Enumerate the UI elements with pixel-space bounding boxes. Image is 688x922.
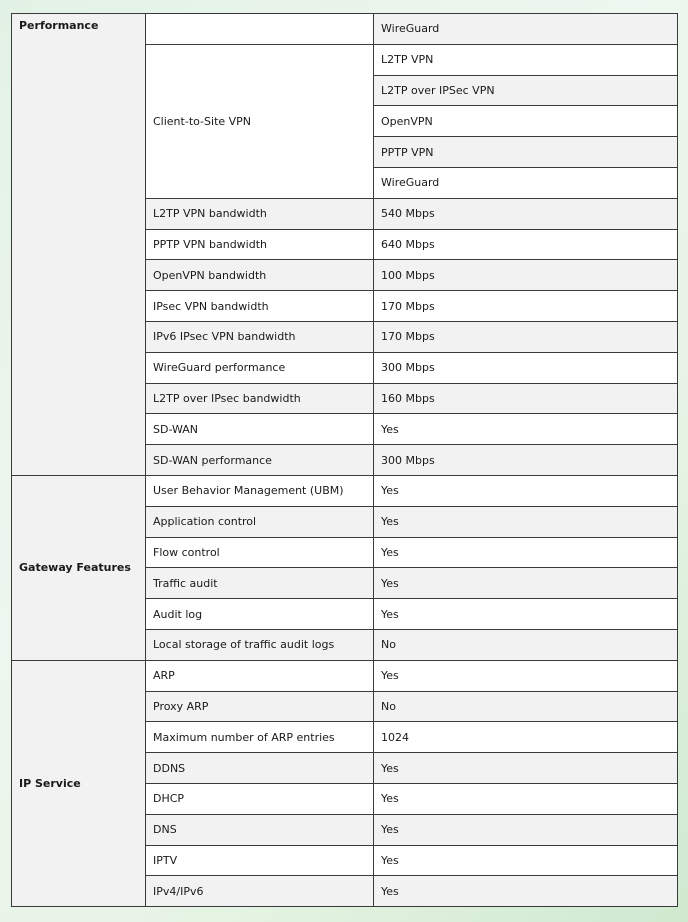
value-cell: 170 Mbps bbox=[374, 291, 678, 322]
feature-cell: Proxy ARP bbox=[146, 691, 374, 722]
value-cell: 160 Mbps bbox=[374, 383, 678, 414]
value-cell: Yes bbox=[374, 414, 678, 445]
feature-cell: Audit log bbox=[146, 599, 374, 630]
value-cell: 170 Mbps bbox=[374, 321, 678, 352]
feature-cell: Traffic audit bbox=[146, 568, 374, 599]
feature-cell: IPTV bbox=[146, 845, 374, 876]
value-cell: Yes bbox=[374, 814, 678, 845]
value-cell: Yes bbox=[374, 783, 678, 814]
feature-cell: L2TP VPN bandwidth bbox=[146, 198, 374, 229]
feature-cell: SD-WAN bbox=[146, 414, 374, 445]
feature-cell: DNS bbox=[146, 814, 374, 845]
value-cell: No bbox=[374, 629, 678, 660]
feature-cell: L2TP over IPsec bandwidth bbox=[146, 383, 374, 414]
value-cell: L2TP VPN bbox=[374, 44, 678, 75]
value-cell: Yes bbox=[374, 506, 678, 537]
section-title-gateway-features: Gateway Features bbox=[12, 475, 146, 660]
feature-cell-client-to-site-vpn: Client-to-Site VPN bbox=[146, 44, 374, 198]
spec-table-container bbox=[11, 13, 677, 907]
section-title-performance: Performance bbox=[12, 14, 146, 476]
feature-cell: Flow control bbox=[146, 537, 374, 568]
value-cell: Yes bbox=[374, 845, 678, 876]
spec-table bbox=[11, 13, 678, 907]
value-cell: 640 Mbps bbox=[374, 229, 678, 260]
value-cell: 1024 bbox=[374, 722, 678, 753]
feature-cell bbox=[146, 14, 374, 45]
value-cell: 540 Mbps bbox=[374, 198, 678, 229]
value-cell: Yes bbox=[374, 660, 678, 691]
feature-cell: DDNS bbox=[146, 753, 374, 784]
feature-cell: Application control bbox=[146, 506, 374, 537]
feature-cell: IPv6 IPsec VPN bandwidth bbox=[146, 321, 374, 352]
value-cell: Yes bbox=[374, 599, 678, 630]
feature-cell: SD-WAN performance bbox=[146, 445, 374, 476]
feature-cell: PPTP VPN bandwidth bbox=[146, 229, 374, 260]
value-cell: Yes bbox=[374, 475, 678, 506]
feature-cell: IPsec VPN bandwidth bbox=[146, 291, 374, 322]
value-cell: Yes bbox=[374, 537, 678, 568]
section-title-ip-service: IP Service bbox=[12, 660, 146, 906]
value-cell: 100 Mbps bbox=[374, 260, 678, 291]
value-cell: OpenVPN bbox=[374, 106, 678, 137]
feature-cell: OpenVPN bandwidth bbox=[146, 260, 374, 291]
value-cell: No bbox=[374, 691, 678, 722]
value-cell: PPTP VPN bbox=[374, 137, 678, 168]
value-cell: WireGuard bbox=[374, 167, 678, 198]
value-cell: Yes bbox=[374, 876, 678, 907]
feature-cell: User Behavior Management (UBM) bbox=[146, 475, 374, 506]
feature-cell: DHCP bbox=[146, 783, 374, 814]
value-cell: 300 Mbps bbox=[374, 352, 678, 383]
value-cell: 300 Mbps bbox=[374, 445, 678, 476]
value-cell: WireGuard bbox=[374, 14, 678, 45]
table-row bbox=[12, 14, 678, 45]
value-cell: Yes bbox=[374, 753, 678, 784]
feature-cell: Local storage of traffic audit logs bbox=[146, 629, 374, 660]
feature-cell: Maximum number of ARP entries bbox=[146, 722, 374, 753]
feature-cell: ARP bbox=[146, 660, 374, 691]
table-row bbox=[12, 660, 678, 691]
feature-cell: WireGuard performance bbox=[146, 352, 374, 383]
value-cell: L2TP over IPSec VPN bbox=[374, 75, 678, 106]
feature-cell: IPv4/IPv6 bbox=[146, 876, 374, 907]
value-cell: Yes bbox=[374, 568, 678, 599]
table-row bbox=[12, 475, 678, 506]
